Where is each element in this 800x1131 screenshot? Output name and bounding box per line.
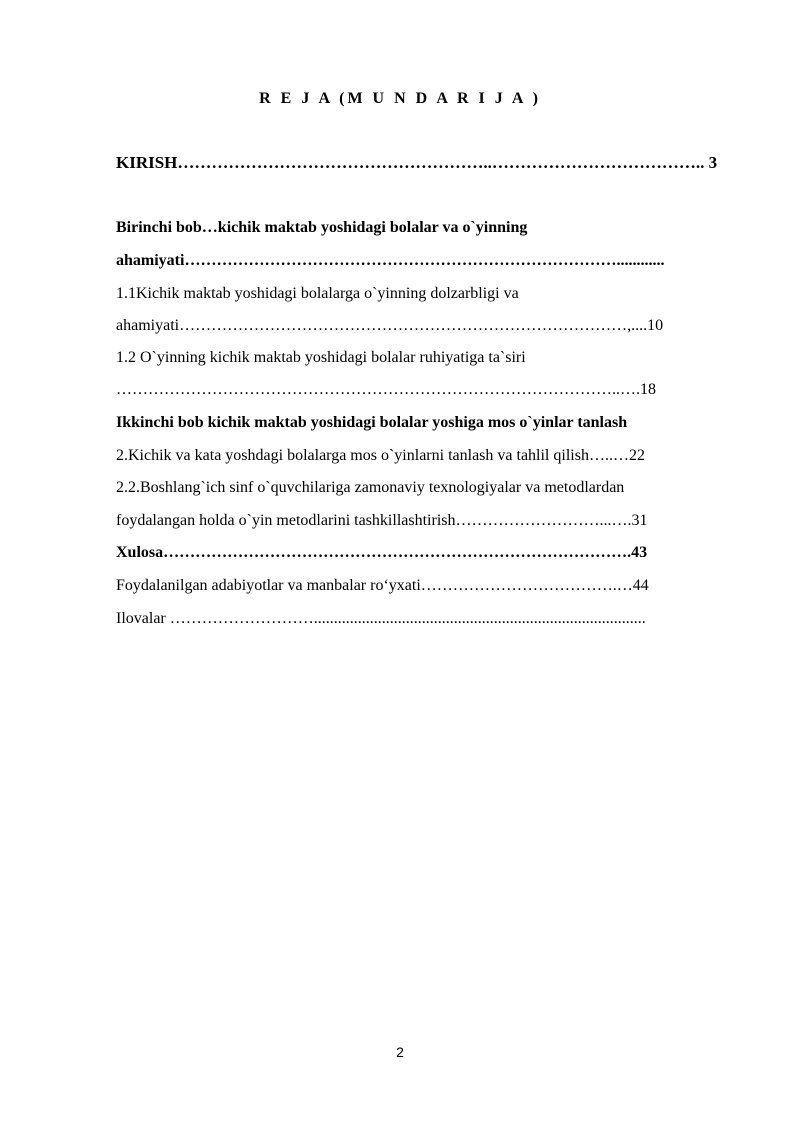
toc-chapter-1-title-cont: ahamiyati………………………………………………………………………............: [116, 252, 665, 269]
toc-section-1-2-cont: …………………………………………………………………………………..….18: [116, 381, 656, 398]
toc-entry-ilovalar: Ilovalar ………………………...................................................................................: [116, 610, 646, 627]
toc-section-2-1: 2.Kichik va kata yoshdagi bolalarga mos o`yinlarni tanlash va tahlil qilish…..…22: [116, 447, 645, 464]
toc-entry-references: Foydalanilgan adabiyotlar va manbalar ro‘yxati……………………………….…44: [116, 577, 649, 594]
toc-section-1-1: 1.1Kichik maktab yoshidagi bolalarga o`yinning dolzarbligi va: [116, 285, 519, 302]
toc-section-1-1-cont: ahamiyati…………………………………………………………………………,....10: [116, 317, 664, 334]
toc-section-2-2: 2.2.Boshlang`ich sinf o`quvchilariga zamonaviy texnologiyalar va metodlardan: [116, 479, 625, 496]
toc-entry-xulosa: Xulosa…………………………………………………………………………….43: [116, 544, 648, 561]
toc-section-2-2-cont: foydalangan holda o`yin metodlarini tashkillashtirish………………………...….31: [116, 512, 648, 529]
toc-section-1-2: 1.2 O`yinning kichik maktab yoshidagi bolalar ruhiyatiga ta`siri: [116, 349, 526, 366]
toc-chapter-2-title: Ikkinchi bob kichik maktab yoshidagi bolalar yoshiga mos o`yinlar tanlash: [116, 414, 628, 431]
toc-chapter-1-title: Birinchi bob…kichik maktab yoshidagi bolalar va o`yinning: [116, 219, 528, 236]
page-number: 2: [396, 1044, 404, 1060]
page-title: R E J A (M U N D A R I J A ): [259, 90, 541, 107]
toc-entry-kirish: KIRISH………………………………………………..……………………………….. 3: [116, 153, 718, 172]
